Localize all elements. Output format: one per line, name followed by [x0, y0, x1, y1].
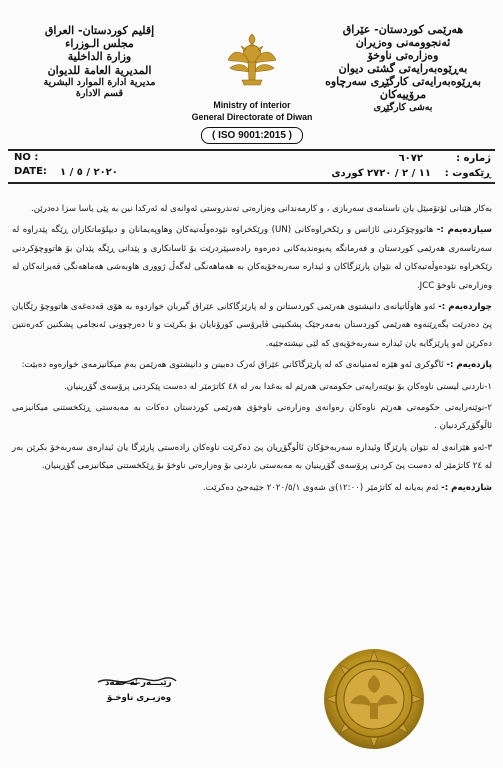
no-label: NO : — [14, 152, 39, 163]
header-center-block — [176, 100, 328, 144]
number-label: ژمارە : — [456, 153, 491, 164]
gold-seal-icon — [320, 645, 428, 753]
header-right-line-2: ئەنجوومەنی وەزیران — [355, 35, 451, 49]
ministry-english-name: Ministry of interior — [213, 100, 291, 110]
date-label-kurdish: ڕێکەوت : — [444, 168, 491, 179]
document-body — [12, 200, 492, 500]
paragraph-14-label: چواردەیەم :- — [438, 302, 492, 313]
signatory-title: وەزیـری ناوخـۆ — [107, 693, 172, 703]
date-value-right: ١١ / ٢ / ٢٧٢٠ کوردی — [331, 168, 431, 179]
header-divider-top — [8, 149, 495, 151]
header-right-line-3: وەزارەتی ناوخۆ — [367, 48, 439, 62]
paragraph-16 — [12, 479, 492, 497]
kurdistan-emblem-icon — [222, 30, 282, 88]
paragraph-14 — [12, 298, 492, 353]
paragraph-13-label: سیازدەیەم :- — [436, 225, 492, 236]
number-value: ٦٠٧٢ — [398, 153, 423, 164]
header-divider-bottom — [8, 182, 495, 184]
paragraph-14-text: ئەو هاوڵاتیانەی دانیشتوی هەرێمی کوردستانن و لە پارێزگاکانی عێراق گیربان خواردوە بە هۆی قەدەغەی هاتووچۆ رێگایان پێ دەدرێت بگەڕێنەوە هەرێمی کوردستان بەمەرجێک پشکنینی ڤایرۆسی کورۆنایان بۆ بکرێت و تا دەرچوونی ئەنجامی پشکنین کەرەنتین دەکرێن لەو پارێزگایە یان ئیدارە سەربەخۆیەی کە لێی نیشتەجێیە. — [12, 302, 492, 349]
header-left-line-2: مجلس الـوزراء — [65, 37, 134, 51]
paragraph-intro: بەکار هێنانی ئۆتۆمبێل یان ناسنامەی سەربازی ، و کارمەندانی وەزارەتی تەندروستی ئەوانەی لە ئەرکدا نین بە پێی یاسا سزا دەدرێن. — [31, 204, 492, 214]
paragraph-16-label: شازدەیەم :- — [441, 482, 492, 493]
date-value-left: ٢٠٢٠ / ٥ / ١ — [60, 167, 118, 178]
paragraph-13 — [12, 221, 492, 295]
header-left-line-4: المديرية العامة للديوان — [47, 63, 152, 77]
paragraph-13-text: هاتووچۆکردنی ئاژانس و رێکخراوەکانی (UN) ورێکخراوە نێودەوڵەتیەکان وهاوپەیمانان و دیپلۆماتکاران ڕێگە پێدراوە لە سەرتاسەری هەرێمی کوردستان و فەرمانگە پەیوەندیەکانی دەرەوە رادەسپێردرێت بۆ ئاسانکاری و پێدانی ڕێگە پێدان بۆ هاتووچۆکردنی رێکخراوە نێودەوڵەتیەکان لە نێوان پارێزگاکان و ئیدارە سەربەخۆیەکان بە هەماهەنگی لەگەڵ ژوورى هاوبەشی هەماهەنگی قەیرانەکان لە وەزارەتی ناوخۆ JCC. — [12, 225, 492, 291]
signatory-name: رێبـــەر ئە حمەد — [105, 678, 172, 688]
paragraph-15 — [12, 356, 492, 374]
iso-badge: ( ISO 9001:2015 ) — [201, 127, 303, 145]
list-item-2: ٢-نوێنەرایەتی حکومەتی هەرێم ناوەکان رەوانەی وەزارەتی ناوخۆی هەرێمی کوردستان دەکات بە مەبەستی ڕێکخستنی میکانیزمی ئاڵوگۆڕکردنیان . — [12, 403, 492, 432]
list-item-1: ١-ناردنی لیستی ناوەکان بۆ نوێنەرایەتی حکومەتی هەرێم لە بەغدا بەر لە ٤٨ کاتژمێر لە دەست پێکردنی پرۆسەی گۆڕینیان. — [64, 381, 492, 392]
header-right-line-1: هەرێمی کوردستان- عێراق — [342, 23, 464, 36]
list-item-3: ٣-ئەو هێزانەی لە نێوان پارێزگا وئیدارە سەربەخۆکان ئاڵوگۆڕیان پێ دەکرێت ناوەکان رادەستی پارێزگا یان ئیدارەی سەربەخۆ بکرێن بەر لە ٢٤ کاتژمێر لە دەست پێ کردنی پرۆسەی گۆڕینیان بە مەبەستی ناردنی بۆ وەزارەتی ناوخۆ بۆ ڕێکخستنی میکانیزمی گۆڕینیان. — [12, 442, 492, 472]
paragraph-15-text: ئاگوکری ئەو هێزە ئەمنیانەی کە لە پارێزگاکانی عێراق ئەرک دەبینن و دانیشتوی هەرێمن بەم میکانیزمەی خوارەوە دەبێت: — [21, 360, 447, 371]
header-left-line-1: إقليم كوردستان- العراق — [44, 24, 155, 37]
header-left-line-6: قسم الادارة — [75, 88, 124, 100]
header-right-line-4: بەڕێوەبەرایەتی گشتی دیوان — [338, 61, 468, 75]
header-left-line-3: وزارة الداخلية — [67, 50, 132, 64]
paragraph-15-label: پازدەیەم :- — [446, 360, 492, 371]
paragraph-16-text: ئەم بەیانە لە کاتژمێر (١٢:٠٠)ی شەوی ٢٠٢٠/٥/١ جێبەجێ دەکرێت. — [202, 482, 442, 493]
header-right-line-6: بەشی کارگێڕی — [373, 101, 433, 113]
directorate-english-name: General Directorate of Diwan — [191, 111, 313, 122]
date-label: DATE: — [14, 166, 47, 177]
header-kurdish-block — [313, 24, 493, 113]
header-arabic-block — [12, 24, 187, 100]
header-left-line-5: مديرية ادارة الموارد البشرية — [43, 76, 156, 88]
header-right-line-5: بەڕێوەبەرایەتی کارگێڕی سەرچاوە مرۆییەکان — [325, 74, 481, 101]
